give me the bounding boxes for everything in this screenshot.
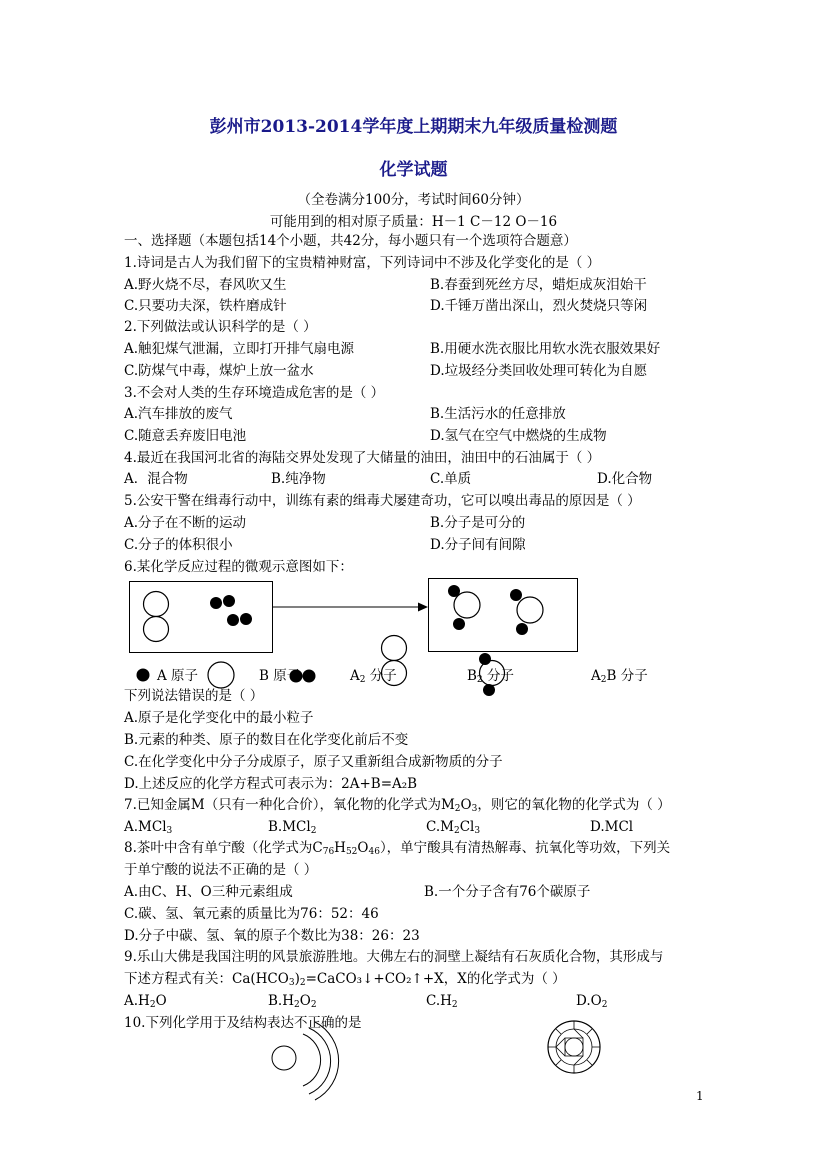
q5-stem: 5.公安干警在缉毒行动中，训练有素的缉毒犬屡建奇功，它可以嗅出毒品的原因是（ ） [124, 493, 641, 509]
legend-b2-molecule-icon [382, 636, 407, 661]
q8-option-d: D.分子中碳、氢、氧的原子个数比为38：26：23 [124, 928, 420, 944]
c60-fullerene-icon [548, 1021, 600, 1073]
q6-option-c: C.在化学变化中分子分成原子，原子又重新组合成新物质的分子 [124, 754, 503, 770]
q3-option-b: B.生活污水的任意排放 [430, 406, 566, 422]
q9-option-c: $C.H_2$ [426, 993, 458, 1010]
q1-option-a: A.野火烧不尽，春风吹又生 [124, 277, 287, 293]
q8-option-a: A.由C、H、O三种元素组成 [124, 884, 293, 900]
page-subtitle: 化学试题 [379, 160, 448, 180]
page-number: 1 [696, 1089, 704, 1103]
q2-option-d: D.垃圾经分类回收处理可转化为自愿 [430, 363, 648, 379]
a2b-molecule-atom [510, 589, 522, 601]
q7-option-d: D.MCl [590, 819, 634, 835]
sound-wave-icon [272, 1022, 339, 1100]
exam-meta-score: （全卷满分100分，考试时间60分钟） [297, 192, 530, 208]
q5-option-d: D.分子间有间隙 [430, 537, 526, 553]
legend-b-atom-label: B 原子 [259, 668, 301, 684]
q9-option-a: $A.H_2O$ [124, 993, 167, 1010]
a2b-molecule-atom [516, 623, 528, 635]
legend-a2b-molecule-label: $A_2B$ 分子 [591, 668, 648, 685]
q5-option-a: A.分子在不断的运动 [124, 515, 247, 531]
page-title: 彭州市2013-2014学年度上期期末九年级质量检测题 [209, 117, 618, 137]
q2-option-a: A.触犯煤气泄漏，立即打开排气扇电源 [124, 341, 355, 357]
q9-option-b: $B.H_2O_2$ [268, 993, 317, 1010]
legend-a-atom-label: A 原子 [157, 668, 199, 684]
q9-stem-line2: 下述方程式有关：$Ca(HCO_3)_2=CaCO_3↓+CO_2↑+X$，X的化学式为（ ） [124, 971, 566, 988]
q1-stem: 1.诗词是古人为我们留下的宝贵精神财富，下列诗词中不涉及化学变化的是（ ） [124, 255, 601, 271]
q1-option-b: B.春蚕到死丝方尽，蜡炬成灰泪始干 [430, 277, 647, 293]
legend-b-atom-icon [208, 662, 234, 688]
q10-stem: 10.下列化学用于及结构表达不正确的是 [124, 1015, 362, 1031]
q7-option-c: $C.M_2Cl_3$ [426, 819, 481, 836]
a2-molecule-atom [227, 614, 239, 626]
legend-a2-molecule-label: $A_2$ 分子 [350, 668, 397, 685]
b2-molecule-atom [144, 617, 169, 642]
legend-b2-molecule-label: $B_2$ 分子 [467, 668, 514, 685]
a2b-molecule-atom [453, 618, 465, 630]
q2-option-b: B.用硬水洗衣服比用软水洗衣服效果好 [430, 341, 661, 357]
q7-option-b: B.MCl$_2$ [268, 819, 317, 836]
q8-stem-line1: 8.茶叶中含有单宁酸（化学式为$C_{76}H_{52}O_{46}$），单宁酸具有清热解毒、抗氧化等功效，下列关 [124, 840, 671, 857]
b2-molecule-atom [144, 592, 169, 617]
q3-option-c: C.随意丢弃废旧电池 [124, 428, 247, 444]
q4-option-a: A．混合物 [124, 471, 188, 487]
q8-option-c: C.碳、氢、氧元素的质量比为76：52：46 [124, 906, 379, 922]
a2-molecule-atom [223, 595, 235, 607]
q4-option-d: D.化合物 [597, 471, 653, 487]
legend-a-atom-icon [137, 669, 150, 682]
q6-question: 下列说法错误的是（ ） [124, 688, 264, 704]
legend-a2-molecule-icon [303, 670, 316, 683]
q1-option-d: D.千锤万凿出深山，烈火焚烧只等闲 [430, 298, 648, 314]
q5-option-c: C.分子的体积很小 [124, 537, 233, 553]
q6-option-d: D.上述反应的化学方程式可表示为：2A+B=A₂B [124, 776, 418, 792]
a2-molecule-atom [240, 613, 252, 625]
q8-option-b: B.一个分子含有76个碳原子 [424, 884, 591, 900]
q5-option-b: B.分子是可分的 [430, 515, 526, 531]
q3-stem: 3.不会对人类的生存环境造成危害的是（ ） [124, 385, 385, 401]
a2-molecule-atom [210, 597, 222, 609]
q9-stem-line1: 9.乐山大佛是我国注明的风景旅游胜地。大佛左右的洞壁上凝结有石灰质化合物，其形成与 [124, 949, 664, 965]
q1-option-c: C.只要功夫深，铁杵磨成针 [124, 298, 287, 314]
q6-stem: 6.某化学反应过程的微观示意图如下： [124, 559, 353, 575]
q4-option-b: B.纯净物 [271, 471, 326, 487]
q2-stem: 2.下列做法或认识科学的是（ ） [124, 319, 317, 335]
q6-option-a: A.原子是化学变化中的最小粒子 [124, 710, 314, 726]
q7-option-a: A.MCl$_3$ [124, 819, 173, 836]
a2b-molecule-atom [448, 585, 460, 597]
q8-stem-line2: 于单宁酸的说法不正确的是（ ） [124, 862, 318, 878]
q7-stem: 7.已知金属M（只有一种化合价），氧化物的化学式为$M_2O_3$，则它的氧化物的化学式为（ ） [124, 797, 671, 814]
section-heading: 一、选择题（本题包括14个小题，共42分，每小题只有一个选项符合题意） [124, 233, 577, 249]
q4-option-c: C.单质 [430, 471, 472, 487]
exam-meta-atomic-mass: 可能用到的相对原子质量：H－1 C－12 O－16 [269, 214, 558, 230]
q2-option-c: C.防煤气中毒，煤炉上放一盆水 [124, 363, 314, 379]
q4-stem: 4.最近在我国河北省的海陆交界处发现了大储量的油田，油田中的石油属于（ ） [124, 450, 601, 466]
a2b-molecule-atom [454, 592, 480, 618]
reaction-arrow-head [418, 603, 428, 612]
q9-option-d: $D.O_2$ [576, 993, 608, 1010]
q3-option-a: A.汽车排放的废气 [124, 406, 233, 422]
q3-option-d: D.氢气在空气中燃烧的生成物 [430, 428, 607, 444]
a2b-molecule-atom [517, 597, 543, 623]
q6-option-b: B.元素的种类、原子的数目在化学变化前后不变 [124, 732, 409, 748]
legend-a2b-molecule-icon [479, 653, 491, 665]
